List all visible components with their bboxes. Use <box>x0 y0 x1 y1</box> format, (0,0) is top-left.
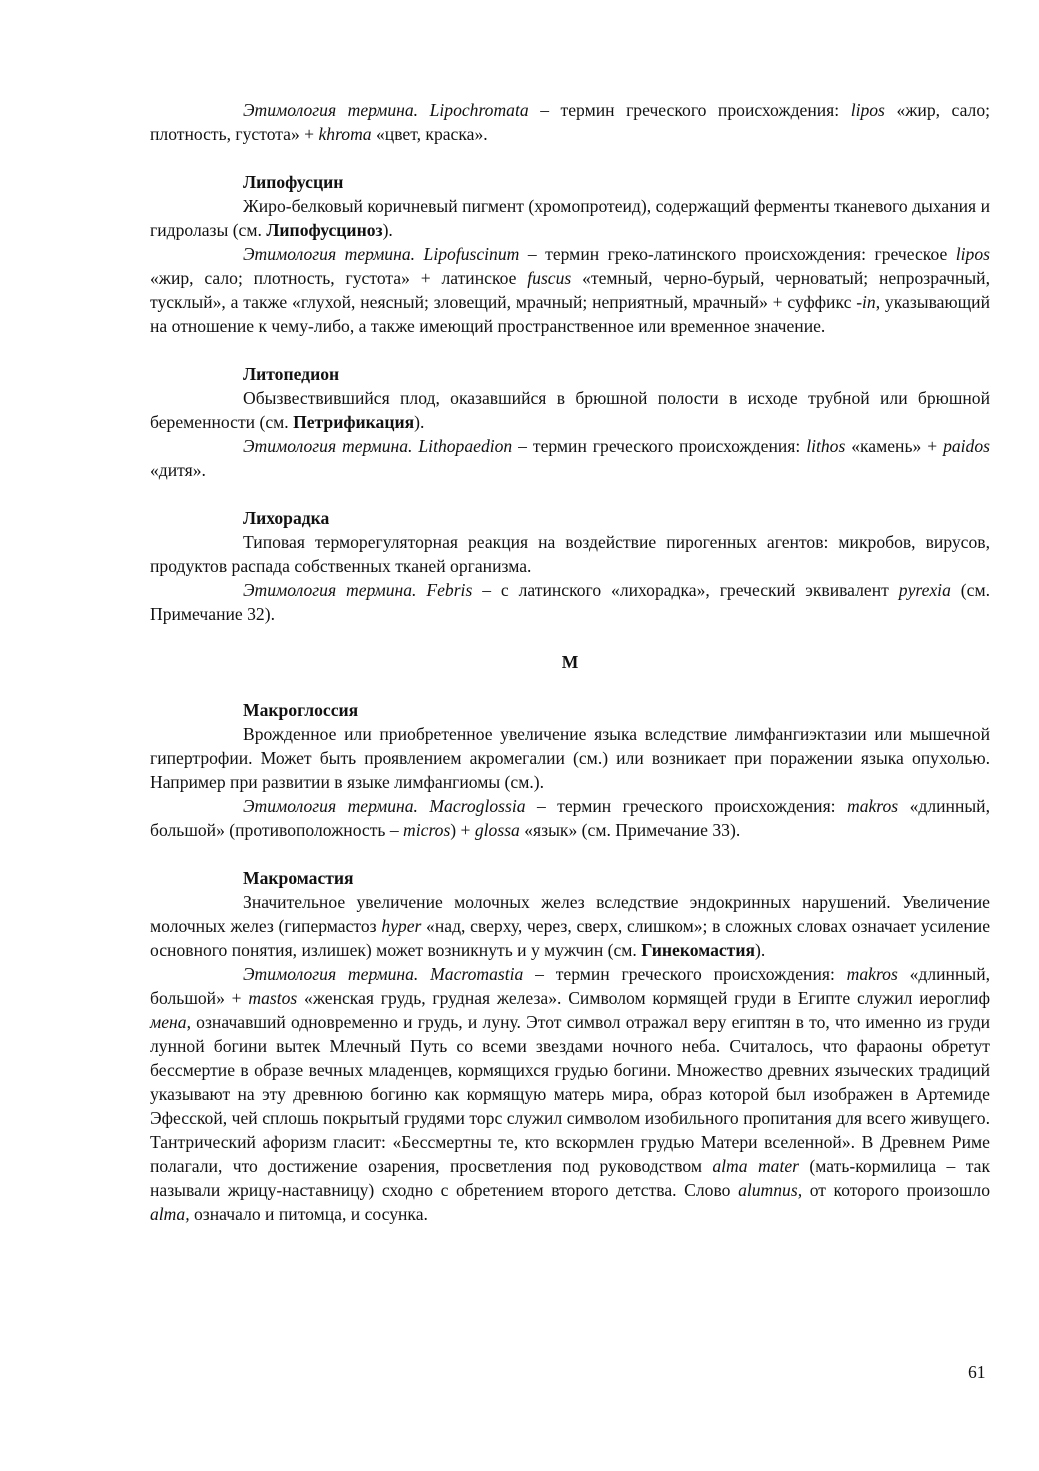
text: «дитя». <box>150 460 206 480</box>
entry-title-litopedion: Литопедион <box>243 364 340 384</box>
text: Значительное увеличение молочных желез вследствие эндокринных нарушений. Увеличение молочных желез (гипермастоз <box>150 892 990 936</box>
text: «над, сверху, через, сверх, слишком»; в сложных словах означает усиление основного понятия, излишек) может возникнуть и у мужчин (см. <box>150 916 991 960</box>
term-latin: Macromastia <box>430 964 524 984</box>
text: ) + <box>450 820 475 840</box>
text: «язык» (см. Примечание 33). <box>519 820 741 840</box>
etymology-lipochromata <box>150 98 990 146</box>
text: «жир, сало; плотность, густота» + латинское <box>150 268 528 288</box>
etymology-label: Этимология термина. <box>243 100 419 120</box>
definition-lipofuscin <box>150 194 990 242</box>
text: , означавший одновременно и грудь, и луну. Этот символ отражал веру египтян в то, что именно из груди лунной богини вытек Млечный Путь со всеми звездами ночного неба. Считалось, что фараоны обретут бессмертие в образе вечных младенцев, кормящихся грудью богини. Множество древних языческих традиций указывают на эту древнюю богиню как кормящую матерь мира, образ которой был изображен в Артемиде Эфесской, чей сплошь покрытый грудями торс служил символом изобильного пропитания для всего живущего. Тантрический афоризм гласит: «Бессмертны те, кто вскормлен грудью Матери вселенной». В Древнем Риме полагали, что достижение озарения, просветления под руководством <box>150 1012 990 1176</box>
etymology-label: Этимология термина. <box>243 964 419 984</box>
text: – термин греческого происхождения: <box>525 796 847 816</box>
word: lithos <box>806 436 846 456</box>
page-number: 61 <box>968 1362 986 1382</box>
text: от которого произошло <box>802 1180 990 1200</box>
entry-title-lipofuscin: Липофусцин <box>243 172 344 192</box>
word: alma mater <box>712 1156 800 1176</box>
text: (см. Примечание 32). <box>150 580 990 624</box>
text: ). <box>382 220 393 240</box>
word: alma, <box>150 1204 190 1224</box>
term-latin: Lipochromata <box>429 100 529 120</box>
text: – термин греко-латинского происхождения: греческое <box>519 244 956 264</box>
word: paidos <box>943 436 991 456</box>
term-latin: Lipofuscinum <box>423 244 520 264</box>
word: makros <box>846 964 898 984</box>
text: – термин греческого происхождения: <box>523 964 847 984</box>
text: «камень» + <box>845 436 944 456</box>
word: мена <box>150 1012 187 1032</box>
text: «темный, черно-бурый, черноватый; непрозрачный, тусклый», а также «глухой, неясный; зловещий, мрачный; неприятный, мрачный» + суффикс <box>150 268 990 312</box>
text: Жиро-белковый коричневый пигмент (хромопротеид), содержащий ферменты тканевого дыхания и гидролазы (см. <box>150 196 990 240</box>
cross-reference: Гинекомастия <box>641 940 755 960</box>
text: «длинный, большой» (противоположность – <box>150 796 990 840</box>
text: означало и питомца, и сосунка. <box>189 1204 428 1224</box>
etymology-lipofuscin <box>150 242 990 338</box>
text: «женская грудь, грудная железа». Символом кормящей груди в Египте служил иероглиф <box>297 988 990 1008</box>
entry-title-makromastiya: Макромастия <box>243 868 354 888</box>
definition-likhoradka: Типовая терморегуляторная реакция на воздействие пирогенных агентов: микробов, вирусов, продуктов распада собственных тканей организма. <box>150 532 990 576</box>
term-latin: Febris <box>426 580 473 600</box>
word: alumnus, <box>738 1180 803 1200</box>
text: – термин греческого происхождения: <box>528 100 851 120</box>
word: hyper <box>381 916 422 936</box>
text: , указывающий на отношение к чему-либо, а также имеющий пространственное или временное значение. <box>150 292 990 336</box>
etymology-litopedion <box>150 434 990 482</box>
etymology-likhoradka <box>150 578 990 626</box>
text: ). <box>754 940 766 960</box>
entry-title-makroglossiya: Макроглоссия <box>243 700 359 720</box>
word: mastos <box>248 988 298 1008</box>
word: makros <box>847 796 899 816</box>
term-latin: Lithopaedion <box>418 436 513 456</box>
definition-makroglossiya: Врожденное или приобретенное увеличение языка вследствие лимфангиэктазии или мышечной гипертрофии. Может быть проявлением акромегалии (см.) или возникает при поражении языка опухолью. Например при развитии в языке лимфангиомы (см.). <box>150 724 990 792</box>
etymology-makromastiya <box>150 962 990 1226</box>
word: lipos <box>850 100 885 120</box>
cross-reference: Липофусциноз <box>266 220 383 240</box>
text: – с латинского «лихорадка», греческий эквивалент <box>472 580 899 600</box>
word: khroma <box>318 124 372 144</box>
etymology-label: Этимология термина. <box>243 796 418 816</box>
section-letter: М <box>561 652 579 672</box>
text: «длинный, большой» + <box>150 964 991 1008</box>
word: pyrexia <box>898 580 951 600</box>
word: -in <box>856 292 876 312</box>
text: Обызвествившийся плод, оказавшийся в брюшной полости в исходе трубной или брюшной беременности (см. <box>150 388 990 432</box>
term-latin: Macroglossia <box>429 796 526 816</box>
word: micros <box>403 820 451 840</box>
etymology-makroglossiya <box>150 794 990 842</box>
entry-title-likhoradka: Лихорадка <box>243 508 330 528</box>
definition-makromastiya <box>150 890 990 962</box>
word: lipos <box>955 244 990 264</box>
text: ). <box>414 412 425 432</box>
page-body <box>150 98 990 1226</box>
etymology-label: Этимология термина. <box>243 580 417 600</box>
definition-litopedion <box>150 386 990 434</box>
etymology-label: Этимология термина. <box>243 244 416 264</box>
text: – термин греческого происхождения: <box>512 436 807 456</box>
cross-reference: Петрификация <box>293 412 415 432</box>
text: (мать-кормилица – так называли жрицу-наставницу) сходно с обретением второго детства. Слово <box>150 1156 991 1200</box>
text: «жир, сало; плотность, густота» + <box>150 100 990 144</box>
etymology-label: Этимология термина. <box>243 436 413 456</box>
text: «цвет, краска». <box>371 124 488 144</box>
word: fuscus <box>527 268 572 288</box>
word: glossa <box>474 820 520 840</box>
